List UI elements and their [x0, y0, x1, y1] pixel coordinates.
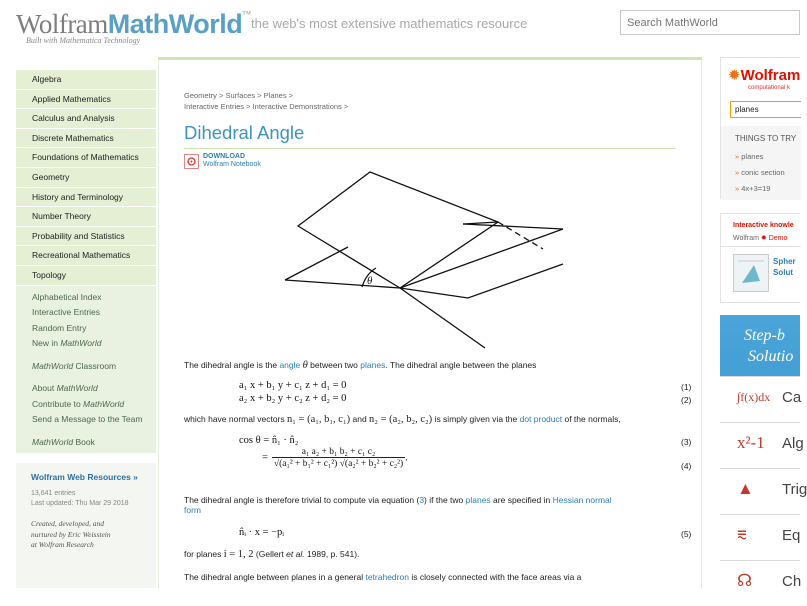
sidebar-category-probability[interactable]: Probability and Statistics	[16, 227, 156, 247]
step-by-step-heading: Step-b Solutio	[744, 327, 794, 365]
integral-icon: ∫f(x)dx	[737, 390, 771, 404]
demonstration-thumbnail[interactable]	[733, 254, 769, 292]
step-item-calculus[interactable]: ∫f(x)dx Ca	[720, 376, 800, 422]
things-to-try	[721, 126, 801, 200]
demonstration-link[interactable]: Spher Solut	[773, 257, 796, 277]
planes-link[interactable]: planes	[360, 360, 386, 370]
planes-link-2[interactable]: planes	[465, 495, 491, 505]
equation-5-number: (5)	[681, 529, 692, 539]
try-example-planes[interactable]: » planes	[735, 149, 801, 165]
demonstrations-icon: ✹	[760, 235, 767, 242]
wolfram-demonstrations-widget	[720, 213, 800, 303]
sidebar-category-foundations[interactable]: Foundations of Mathematics	[16, 148, 156, 168]
sidebar-category-calculus[interactable]: Calculus and Analysis	[16, 109, 156, 129]
lower-plane-bottom-edge	[285, 280, 485, 348]
hessian-normal-form-link-2[interactable]: form	[184, 505, 201, 515]
equation-icon: ⩳	[737, 525, 747, 544]
paragraph-4: for planes i = 1, 2 (Gellert et al. 1989, p. 541).	[184, 549, 360, 560]
wolfram-web-resources-link[interactable]: Wolfram Web Resources »	[31, 472, 138, 483]
lower-plane-left-edge	[285, 247, 348, 280]
breadcrumb-planes[interactable]: Planes	[263, 91, 287, 100]
things-to-try-heading: THINGS TO TRY	[735, 134, 797, 143]
sidebar-links	[16, 286, 156, 454]
mathworld-logo[interactable]: WolframMathWorld™	[16, 9, 251, 39]
sidebar-category-applied-mathematics[interactable]: Applied Mathematics	[16, 90, 156, 110]
contribute-link[interactable]: Contribute to MathWorld	[32, 398, 125, 409]
equation-2-number: (2)	[681, 395, 692, 405]
download-label: DOWNLOAD	[203, 153, 245, 160]
wolfram-alpha-subtitle: computational k	[748, 85, 791, 91]
entry-count: 13,641 entries	[31, 490, 76, 498]
credit-text: Created, developed, and nurtured by Eric Weisstein at Wolfram Research	[31, 519, 111, 550]
paragraph-1: The dihedral angle is the angle θ between two planes. The dihedral angle between the planes	[184, 360, 537, 371]
sidebar-category-geometry[interactable]: Geometry	[16, 168, 156, 188]
logo-wolfram: Wolfram	[16, 9, 108, 39]
notebook-icon	[184, 154, 199, 169]
intersection-edge	[400, 229, 563, 288]
paragraph-2: which have normal vectors n₁ = (a₁, b₁, c₁) and n₂ = (a₂, b₂, c₂) is simply given via the dot product of the normals,	[184, 414, 621, 425]
breadcrumb: Geometry > Surfaces > Planes > Interactive Entries > Interactive Demonstrations >	[184, 91, 349, 111]
step-by-step-widget[interactable]	[720, 315, 807, 590]
mathworld-classroom-link[interactable]: MathWorld Classroom	[32, 360, 117, 371]
new-in-mathworld-link[interactable]: New in MathWorld	[32, 338, 102, 349]
equation-5: n̂ᵢ · x = −pᵢ	[239, 527, 285, 538]
random-entry-link[interactable]: Random Entry	[32, 322, 87, 333]
interactive-entries-link[interactable]: Interactive Entries	[32, 307, 101, 318]
breadcrumb-geometry[interactable]: Geometry	[184, 91, 217, 100]
paragraph-3: The dihedral angle is therefore trivial to compute via equation (3) if the two planes are specified in Hessian normal form	[184, 495, 612, 515]
wolfram-alpha-widget	[720, 57, 800, 199]
upper-right-edge	[463, 224, 563, 229]
angle-link[interactable]: angle	[279, 360, 301, 370]
about-mathworld-link[interactable]: About MathWorld	[32, 383, 98, 394]
hessian-normal-form-link[interactable]: Hessian normal	[552, 495, 612, 505]
equation-4: = $\frac{\text{a₁ a₂ + b₁ b₂ + c₁ c₂}}{\text{√(a₁² + b₁² + c₁²) √(a₂² + b₂² + c₂²)}}$ .	[262, 447, 408, 469]
paragraph-5: The dihedral angle between planes in a general tetrahedron is closely connected with the face areas via a	[184, 572, 582, 582]
upper-plane	[298, 172, 498, 288]
logo-subtitle: Built with Mathematica Technology	[26, 36, 141, 45]
try-example-equation[interactable]: » 4x+3=19	[735, 181, 801, 197]
sidebar-category-topology[interactable]: Topology	[16, 266, 156, 286]
step-item-chemistry[interactable]: ☊ Ch	[720, 560, 800, 606]
page-title: Dihedral Angle	[184, 122, 305, 143]
equation-3-number: (3)	[681, 437, 692, 447]
equation-1: a₁ x + b₁ y + c₁ z + d₁ = 0	[239, 380, 347, 391]
triangle-icon: ▲	[737, 479, 754, 498]
mathworld-book-link[interactable]: MathWorld Book	[32, 436, 95, 447]
step-item-trigonometry[interactable]: ▲ Trig	[720, 468, 800, 514]
right-column	[720, 57, 807, 590]
title-divider	[184, 148, 676, 149]
step-item-equations[interactable]: ⩳ Eq	[720, 514, 800, 560]
demonstrations-brand: Wolfram ✹ Demo	[733, 235, 788, 242]
wolfram-alpha-logo[interactable]: ✹Wolfram	[728, 67, 801, 84]
site-tagline: the web's most extensive mathematics resource	[251, 16, 528, 31]
dihedral-angle-figure	[280, 170, 570, 350]
left-sidebar	[16, 70, 156, 588]
breadcrumb-interactive-entries[interactable]: Interactive Entries	[184, 102, 245, 111]
atom-icon: ☊	[737, 571, 753, 590]
search-input[interactable]	[620, 10, 800, 35]
equation-1-number: (1)	[681, 382, 692, 392]
step-item-algebra[interactable]: x²-1 Alg	[720, 422, 800, 468]
notebook-label: Wolfram Notebook	[203, 161, 261, 168]
dot-product-link[interactable]: dot product	[519, 414, 563, 424]
site-header	[0, 0, 800, 52]
send-message-link[interactable]: Send a Message to the Team	[32, 414, 143, 425]
sidebar-category-discrete[interactable]: Discrete Mathematics	[16, 129, 156, 149]
wolfram-star-icon: ✹	[728, 67, 741, 84]
main-content	[184, 90, 692, 582]
hidden-edge	[463, 222, 498, 224]
equation-2: a₂ x + b₂ y + c₂ z + d₂ = 0	[239, 393, 347, 404]
breadcrumb-surfaces[interactable]: Surfaces	[225, 91, 256, 100]
sidebar-category-number-theory[interactable]: Number Theory	[16, 207, 156, 227]
equation-3: cos θ = n̂₁ · n̂₂	[239, 435, 299, 446]
tetrahedron-link[interactable]: tetrahedron	[365, 572, 409, 582]
wolfram-resources-box	[16, 463, 156, 588]
breadcrumb-interactive-demonstrations[interactable]: Interactive Demonstrations	[252, 102, 342, 111]
right-plane-edge	[400, 264, 563, 298]
last-updated: Last updated: Thu Mar 29 2018	[31, 500, 129, 508]
equation-3-ref-link[interactable]: 3	[419, 495, 425, 505]
sidebar-category-algebra[interactable]: Algebra	[16, 70, 156, 90]
theta-label: θ	[367, 275, 373, 287]
equation-4-number: (4)	[681, 461, 692, 471]
sidebar-category-history[interactable]: History and Terminology	[16, 188, 156, 208]
try-example-conic-section[interactable]: » conic section	[735, 165, 801, 181]
sidebar-category-recreational[interactable]: Recreational Mathematics	[16, 246, 156, 266]
wolfram-alpha-input[interactable]: planes	[730, 101, 801, 118]
polynomial-icon: x²-1	[737, 433, 765, 452]
alphabetical-index-link[interactable]: Alphabetical Index	[32, 291, 102, 302]
demonstrations-heading: Interactive knowle	[733, 222, 794, 229]
logo-mathworld: MathWorld	[107, 9, 243, 39]
